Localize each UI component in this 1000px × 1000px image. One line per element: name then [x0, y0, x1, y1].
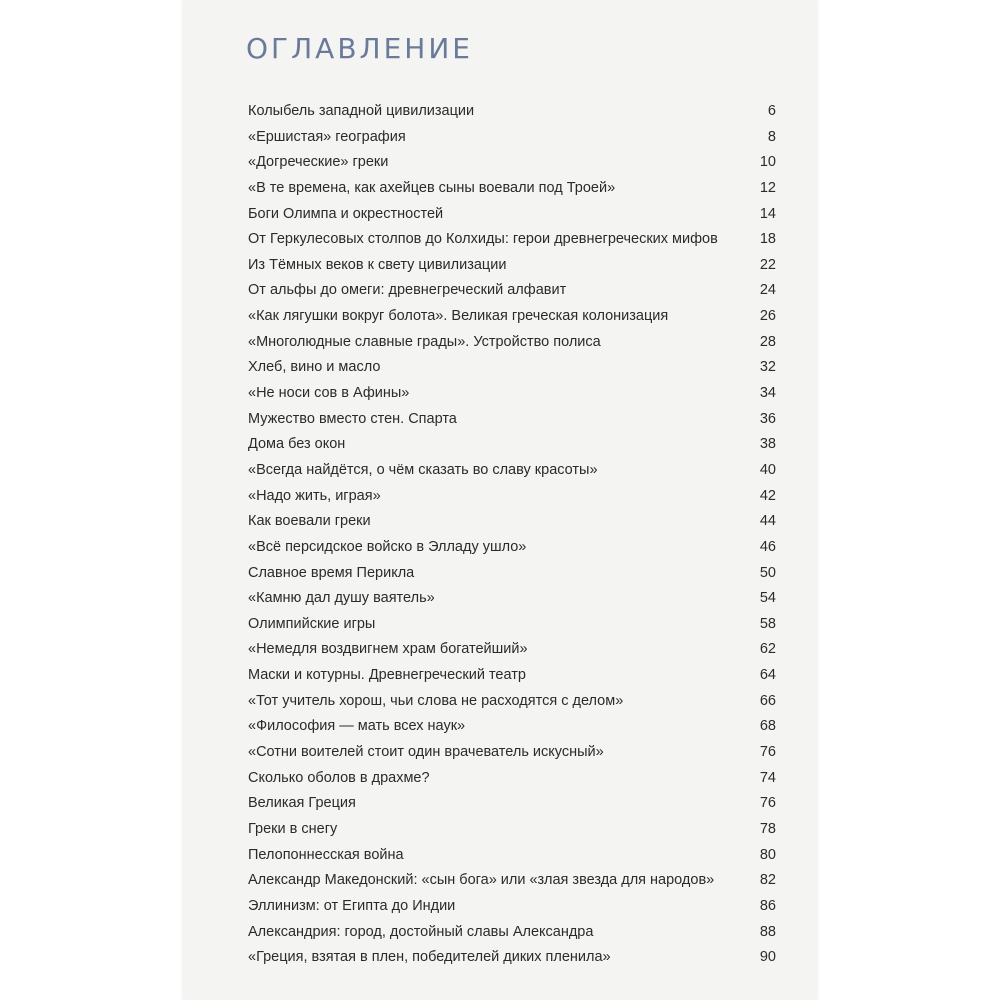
toc-entry: [248, 590, 776, 616]
toc-entry: [248, 667, 776, 693]
toc-entry-title: Славное время Перикла: [248, 564, 415, 581]
toc-entry-title: Боги Олимпа и окрестностей: [248, 205, 444, 222]
toc-entry-page-number: 24: [759, 282, 776, 299]
toc-entry-page-number: 12: [759, 179, 776, 196]
toc-entry-title: Хлеб, вино и масло: [248, 359, 381, 376]
toc-entry: [248, 231, 776, 257]
toc-entry: [248, 539, 776, 565]
toc-entry-title: Олимпийские игры: [248, 615, 376, 632]
toc-entry: [248, 154, 776, 180]
toc-entry-page-number: 8: [767, 128, 776, 145]
toc-entry-title: «В те времена, как ахейцев сыны воевали под Троей»: [248, 179, 616, 196]
toc-entry-title: «Сотни воителей стоит один врачеватель искусный»: [248, 744, 604, 761]
toc-entry: [248, 821, 776, 847]
toc-entry-page-number: 62: [759, 641, 776, 658]
toc-entry: [248, 385, 776, 411]
toc-entry: [248, 334, 776, 360]
toc-entry: [248, 770, 776, 796]
toc-entry-page-number: 36: [759, 410, 776, 427]
toc-entry: [248, 308, 776, 334]
toc-entry-page-number: 88: [759, 923, 776, 940]
toc-entry-title: Дома без окон: [248, 436, 346, 453]
toc-entry-title: Пелопоннесская война: [248, 846, 404, 863]
toc-entry-title: Из Тёмных веков к свету цивилизации: [248, 256, 507, 273]
toc-entry-title: «Догреческие» греки: [248, 154, 389, 171]
toc-entry-page-number: 18: [759, 231, 776, 248]
toc-entry-page-number: 38: [759, 436, 776, 453]
toc-entry-title: От альфы до омеги: древнегреческий алфавит: [248, 282, 567, 299]
toc-entry: [248, 872, 776, 898]
toc-entry-title: «Всё персидское войско в Элладу ушло»: [248, 538, 527, 555]
toc-entry-title: Александр Македонский: «сын бога» или «злая звезда для народов»: [248, 872, 715, 889]
toc-entry-title: «Немедля воздвигнем храм богатейший»: [248, 641, 528, 658]
toc-entry-title: От Геркулесовых столпов до Колхиды: герои древнегреческих мифов: [248, 231, 718, 248]
toc-entry-page-number: 90: [759, 949, 776, 966]
toc-entry: [248, 513, 776, 539]
toc-entry-page-number: 86: [759, 897, 776, 914]
toc-entry-title: «Греция, взятая в плен, победителей диких пленила»: [248, 949, 611, 966]
toc-entry: [248, 103, 776, 129]
toc-entry-page-number: 50: [759, 564, 776, 581]
toc-entry-title: Греки в снегу: [248, 820, 338, 837]
toc-entry: [248, 565, 776, 591]
toc-entry-title: Маски и котурны. Древнегреческий театр: [248, 667, 526, 684]
toc-entry-page-number: 80: [759, 846, 776, 863]
toc-entry: [248, 693, 776, 719]
toc-entry: [248, 924, 776, 950]
table-of-contents: [248, 103, 776, 975]
toc-entry-title: Великая Греция: [248, 795, 356, 812]
toc-entry-title: «Многолюдные славные грады». Устройство полиса: [248, 333, 601, 350]
toc-entry: [248, 462, 776, 488]
toc-entry-title: «Камню дал душу ваятель»: [248, 590, 435, 607]
toc-entry: [248, 180, 776, 206]
toc-entry-page-number: 42: [759, 487, 776, 504]
toc-entry-title: Эллинизм: от Египта до Индии: [248, 897, 456, 914]
toc-entry-page-number: 54: [759, 590, 776, 607]
toc-entry-page-number: 78: [759, 820, 776, 837]
toc-entry-page-number: 26: [759, 308, 776, 325]
toc-entry: [248, 359, 776, 385]
toc-entry-page-number: 28: [759, 333, 776, 350]
toc-entry-page-number: 40: [759, 461, 776, 478]
toc-entry-page-number: 46: [759, 538, 776, 555]
toc-entry: [248, 411, 776, 437]
toc-entry: [248, 949, 776, 975]
toc-entry-page-number: 82: [759, 872, 776, 889]
toc-entry-page-number: 76: [759, 795, 776, 812]
page-title: ОГЛАВЛЕНИЕ: [246, 32, 473, 65]
toc-entry-title: Колыбель западной цивилизации: [248, 103, 475, 119]
toc-entry-title: Как воевали греки: [248, 513, 371, 530]
toc-entry-page-number: 58: [759, 615, 776, 632]
toc-entry-page-number: 34: [759, 385, 776, 402]
toc-entry-title: «Не носи сов в Афины»: [248, 385, 410, 402]
toc-entry: [248, 436, 776, 462]
toc-entry: [248, 257, 776, 283]
toc-entry: [248, 795, 776, 821]
toc-entry-title: Мужество вместо стен. Спарта: [248, 410, 457, 427]
toc-entry-page-number: 66: [759, 692, 776, 709]
toc-entry: [248, 488, 776, 514]
toc-entry-title: «Всегда найдётся, о чём сказать во славу красоты»: [248, 461, 598, 478]
toc-entry: [248, 898, 776, 924]
toc-entry-page-number: 64: [759, 667, 776, 684]
toc-entry-title: «Надо жить, играя»: [248, 487, 381, 504]
toc-entry: [248, 641, 776, 667]
toc-entry: [248, 718, 776, 744]
toc-entry-title: «Тот учитель хорош, чьи слова не расходятся с делом»: [248, 692, 624, 709]
toc-entry-page-number: 44: [759, 513, 776, 530]
book-page: [182, 0, 818, 1000]
toc-entry-title: Сколько оболов в драхме?: [248, 769, 430, 786]
toc-entry-page-number: 32: [759, 359, 776, 376]
toc-entry-page-number: 74: [759, 769, 776, 786]
toc-entry: [248, 616, 776, 642]
toc-entry: [248, 744, 776, 770]
toc-entry-title: «Ершистая» география: [248, 128, 406, 145]
toc-entry-title: «Философия — мать всех наук»: [248, 718, 466, 735]
toc-entry-page-number: 10: [759, 154, 776, 171]
toc-entry-page-number: 14: [759, 205, 776, 222]
toc-entry-page-number: 6: [767, 103, 776, 119]
toc-entry: [248, 129, 776, 155]
toc-entry: [248, 282, 776, 308]
toc-entry-page-number: 68: [759, 718, 776, 735]
toc-entry-title: Александрия: город, достойный славы Александра: [248, 923, 594, 940]
toc-entry-page-number: 76: [759, 744, 776, 761]
toc-entry: [248, 206, 776, 232]
toc-entry-page-number: 22: [759, 256, 776, 273]
toc-entry-title: «Как лягушки вокруг болота». Великая греческая колонизация: [248, 308, 669, 325]
toc-entry: [248, 847, 776, 873]
